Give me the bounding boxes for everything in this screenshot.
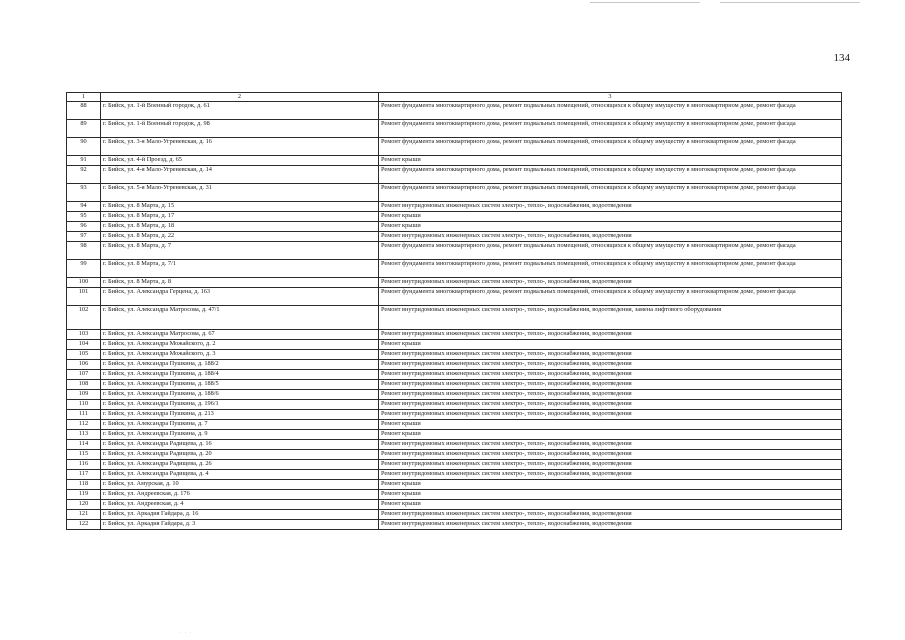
table-row — [67, 278, 842, 288]
table-row — [67, 306, 842, 330]
row-number: 99 — [67, 260, 101, 278]
row-address: г. Бийск, ул. Александра Радищева, д. 20 — [101, 450, 379, 460]
row-number: 94 — [67, 202, 101, 212]
row-address: г. Бийск, ул. 8 Марта, д. 18 — [101, 222, 379, 232]
row-work-type: Ремонт внутридомовых инженерных систем электро-, тепло-, водоснабжения, водоотведения — [379, 360, 842, 370]
row-number: 91 — [67, 156, 101, 166]
row-number: 109 — [67, 390, 101, 400]
repair-registry-table — [66, 92, 842, 530]
row-work-type: Ремонт крыши — [379, 430, 842, 440]
row-work-type: Ремонт внутридомовых инженерных систем электро-, тепло-, водоснабжения, водоотведения — [379, 350, 842, 360]
row-work-type: Ремонт внутридомовых инженерных систем электро-, тепло-, водоснабжения, водоотведения — [379, 380, 842, 390]
row-work-type: Ремонт крыши — [379, 420, 842, 430]
row-address: г. Бийск, ул. 5-я Мало-Угреневская, д. 31 — [101, 184, 379, 202]
row-number: 102 — [67, 306, 101, 330]
table-row — [67, 166, 842, 184]
table-row — [67, 380, 842, 390]
row-work-type: Ремонт внутридомовых инженерных систем электро-, тепло-, водоснабжения, водоотведения — [379, 460, 842, 470]
table-body — [67, 102, 842, 530]
row-work-type: Ремонт внутридомовых инженерных систем электро-, тепло-, водоснабжения, водоотведения — [379, 450, 842, 460]
row-address: г. Бийск, ул. Александра Пушкина, д. 188/6 — [101, 390, 379, 400]
row-number: 92 — [67, 166, 101, 184]
row-address: г. Бийск, ул. Александра Можайского, д. 2 — [101, 340, 379, 350]
row-work-type: Ремонт внутридомовых инженерных систем электро-, тепло-, водоснабжения, водоотведения — [379, 520, 842, 530]
row-address: г. Бийск, ул. Аркадия Гайдара, д. 16 — [101, 510, 379, 520]
row-work-type: Ремонт фундамента многоквартирного дома, ремонт подвальных помещений, относящихся к общему имуществу в многоквартирном доме, ремонт фасада — [379, 138, 842, 156]
row-address: г. Бийск, ул. 4-й Проезд, д. 65 — [101, 156, 379, 166]
row-work-type: Ремонт внутридомовых инженерных систем электро-, тепло-, водоснабжения, водоотведения — [379, 410, 842, 420]
table-row — [67, 520, 842, 530]
row-work-type: Ремонт фундамента многоквартирного дома, ремонт подвальных помещений, относящихся к общему имуществу в многоквартирном доме, ремонт фасада — [379, 184, 842, 202]
row-address: г. Бийск, ул. 3-я Мало-Угреневская, д. 16 — [101, 138, 379, 156]
row-work-type: Ремонт крыши — [379, 500, 842, 510]
row-address: г. Бийск, ул. 4-я Мало-Угреневская, д. 14 — [101, 166, 379, 184]
row-number: 106 — [67, 360, 101, 370]
row-address: г. Бийск, ул. Амурская, д. 10 — [101, 480, 379, 490]
row-number: 121 — [67, 510, 101, 520]
row-work-type: Ремонт внутридомовых инженерных систем электро-, тепло-, водоснабжения, водоотведения, замена лифтового оборудования — [379, 306, 842, 330]
row-work-type: Ремонт крыши — [379, 156, 842, 166]
table-row — [67, 360, 842, 370]
row-work-type: Ремонт внутридомовых инженерных систем электро-, тепло-, водоснабжения, водоотведения — [379, 510, 842, 520]
row-number: 113 — [67, 430, 101, 440]
column-header-work: 3 — [379, 93, 842, 102]
table-row — [67, 370, 842, 380]
row-number: 107 — [67, 370, 101, 380]
row-work-type: Ремонт крыши — [379, 212, 842, 222]
table-row — [67, 430, 842, 440]
table-row — [67, 212, 842, 222]
row-address: г. Бийск, ул. 1-й Военный городок, д. 61 — [101, 102, 379, 120]
table-row — [67, 450, 842, 460]
row-work-type: Ремонт внутридомовых инженерных систем электро-, тепло-, водоснабжения, водоотведения — [379, 278, 842, 288]
row-work-type: Ремонт внутридомовых инженерных систем электро-, тепло-, водоснабжения, водоотведения — [379, 440, 842, 450]
row-number: 89 — [67, 120, 101, 138]
row-address: г. Бийск, ул. Александра Можайского, д. 3 — [101, 350, 379, 360]
table-row — [67, 242, 842, 260]
row-work-type: Ремонт внутридомовых инженерных систем электро-, тепло-, водоснабжения, водоотведения — [379, 400, 842, 410]
footer-text: · · · — [180, 631, 193, 636]
table-row — [67, 330, 842, 340]
row-address: г. Бийск, ул. Александра Пушкина, д. 7 — [101, 420, 379, 430]
table-row — [67, 232, 842, 242]
row-address: г. Бийск, ул. 8 Марта, д. 8 — [101, 278, 379, 288]
row-number: 111 — [67, 410, 101, 420]
row-address: г. Бийск, ул. Андреевская, д. 4 — [101, 500, 379, 510]
row-work-type: Ремонт фундамента многоквартирного дома, ремонт подвальных помещений, относящихся к общему имуществу в многоквартирном доме, ремонт фасада — [379, 242, 842, 260]
row-address: г. Бийск, ул. Аркадия Гайдара, д. 3 — [101, 520, 379, 530]
row-address: г. Бийск, ул. Александра Радищева, д. 4 — [101, 470, 379, 480]
row-number: 93 — [67, 184, 101, 202]
row-work-type: Ремонт крыши — [379, 490, 842, 500]
row-work-type: Ремонт фундамента многоквартирного дома, ремонт подвальных помещений, относящихся к общему имуществу в многоквартирном доме, ремонт фасада — [379, 102, 842, 120]
row-number: 120 — [67, 500, 101, 510]
table-row — [67, 102, 842, 120]
row-work-type: Ремонт внутридомовых инженерных систем электро-, тепло-, водоснабжения, водоотведения — [379, 370, 842, 380]
row-number: 114 — [67, 440, 101, 450]
row-address: г. Бийск, ул. 8 Марта, д. 7 — [101, 242, 379, 260]
row-work-type: Ремонт крыши — [379, 222, 842, 232]
table-row — [67, 260, 842, 278]
row-address: г. Бийск, ул. Александра Радищева, д. 16 — [101, 440, 379, 450]
table-row — [67, 490, 842, 500]
row-number: 115 — [67, 450, 101, 460]
column-header-address: 2 — [101, 93, 379, 102]
table-row — [67, 156, 842, 166]
table-row — [67, 120, 842, 138]
table-row — [67, 222, 842, 232]
table-row — [67, 480, 842, 490]
table-row — [67, 202, 842, 212]
row-number: 97 — [67, 232, 101, 242]
row-number: 103 — [67, 330, 101, 340]
row-address: г. Бийск, ул. Александра Пушкина, д. 213 — [101, 410, 379, 420]
page-number: 134 — [833, 52, 850, 64]
table-row — [67, 184, 842, 202]
row-work-type: Ремонт внутридомовых инженерных систем электро-, тепло-, водоснабжения, водоотведения — [379, 232, 842, 242]
row-address: г. Бийск, ул. Александра Герцена, д. 163 — [101, 288, 379, 306]
scan-top-line — [590, 2, 700, 3]
row-number: 105 — [67, 350, 101, 360]
row-number: 90 — [67, 138, 101, 156]
table-row — [67, 460, 842, 470]
row-address: г. Бийск, ул. Александра Пушкина, д. 188/5 — [101, 380, 379, 390]
table-row — [67, 138, 842, 156]
row-number: 104 — [67, 340, 101, 350]
row-number: 112 — [67, 420, 101, 430]
row-address: г. Бийск, ул. 8 Марта, д. 7/1 — [101, 260, 379, 278]
row-number: 119 — [67, 490, 101, 500]
row-number: 108 — [67, 380, 101, 390]
table-row — [67, 350, 842, 360]
table-row — [67, 510, 842, 520]
row-address: г. Бийск, ул. Александра Матросова, д. 47/1 — [101, 306, 379, 330]
row-work-type: Ремонт фундамента многоквартирного дома, ремонт подвальных помещений, относящихся к общему имуществу в многоквартирном доме, ремонт фасада — [379, 166, 842, 184]
row-number: 118 — [67, 480, 101, 490]
row-number: 122 — [67, 520, 101, 530]
row-work-type: Ремонт фундамента многоквартирного дома, ремонт подвальных помещений, относящихся к общему имуществу в многоквартирном доме, ремонт фасада — [379, 260, 842, 278]
row-number: 96 — [67, 222, 101, 232]
row-address: г. Бийск, ул. Александра Пушкина, д. 9 — [101, 430, 379, 440]
row-work-type: Ремонт фундамента многоквартирного дома, ремонт подвальных помещений, относящихся к общему имуществу в многоквартирном доме, ремонт фасада — [379, 288, 842, 306]
row-address: г. Бийск, ул. Александра Пушкина, д. 196/1 — [101, 400, 379, 410]
row-address: г. Бийск, ул. Александра Радищева, д. 26 — [101, 460, 379, 470]
row-address: г. Бийск, ул. Александра Пушкина, д. 188/2 — [101, 360, 379, 370]
row-number: 117 — [67, 470, 101, 480]
row-address: г. Бийск, ул. 8 Марта, д. 15 — [101, 202, 379, 212]
table-row — [67, 500, 842, 510]
row-address: г. Бийск, ул. 8 Марта, д. 22 — [101, 232, 379, 242]
table-row — [67, 470, 842, 480]
row-work-type: Ремонт крыши — [379, 480, 842, 490]
table-row — [67, 288, 842, 306]
table-row — [67, 400, 842, 410]
table-row — [67, 390, 842, 400]
table-row — [67, 420, 842, 430]
row-address: г. Бийск, ул. Александра Пушкина, д. 188/4 — [101, 370, 379, 380]
row-number: 95 — [67, 212, 101, 222]
row-number: 98 — [67, 242, 101, 260]
row-work-type: Ремонт крыши — [379, 340, 842, 350]
row-work-type: Ремонт внутридомовых инженерных систем электро-, тепло-, водоснабжения, водоотведения — [379, 470, 842, 480]
row-number: 110 — [67, 400, 101, 410]
row-number: 100 — [67, 278, 101, 288]
row-work-type: Ремонт внутридомовых инженерных систем электро-, тепло-, водоснабжения, водоотведения — [379, 390, 842, 400]
row-address: г. Бийск, ул. 8 Марта, д. 17 — [101, 212, 379, 222]
scan-top-line — [720, 2, 860, 3]
table-header-row — [67, 93, 842, 102]
table-row — [67, 340, 842, 350]
column-header-number: 1 — [67, 93, 101, 102]
row-work-type: Ремонт внутридомовых инженерных систем электро-, тепло-, водоснабжения, водоотведения — [379, 202, 842, 212]
table-row — [67, 440, 842, 450]
row-number: 116 — [67, 460, 101, 470]
table-row — [67, 410, 842, 420]
row-work-type: Ремонт внутридомовых инженерных систем электро-, тепло-, водоснабжения, водоотведения — [379, 330, 842, 340]
row-address: г. Бийск, ул. Андреевская, д. 176 — [101, 490, 379, 500]
row-number: 101 — [67, 288, 101, 306]
row-address: г. Бийск, ул. Александра Матросова, д. 67 — [101, 330, 379, 340]
row-number: 88 — [67, 102, 101, 120]
row-address: г. Бийск, ул. 1-й Военный городок, д. 98 — [101, 120, 379, 138]
row-work-type: Ремонт фундамента многоквартирного дома, ремонт подвальных помещений, относящихся к общему имуществу в многоквартирном доме, ремонт фасада — [379, 120, 842, 138]
